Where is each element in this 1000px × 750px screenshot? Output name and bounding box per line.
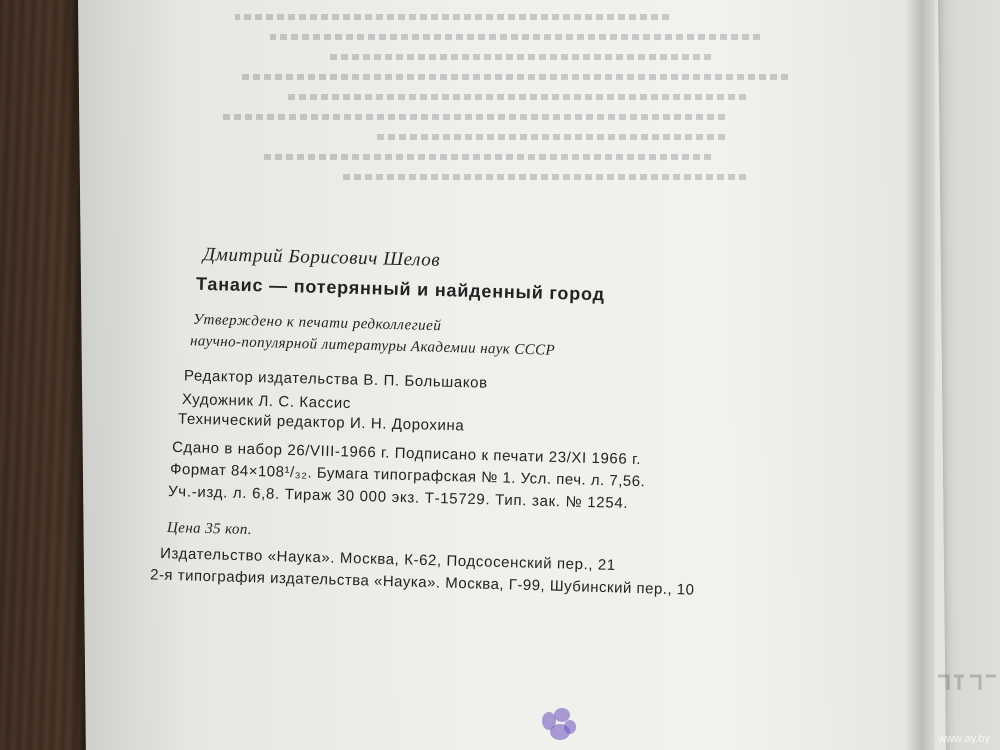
- book-title: Танаис — потерянный и найденный город: [195, 273, 606, 305]
- facing-page-marks: [930, 670, 1000, 696]
- imprint-line-3: Уч.-изд. л. 6,8. Тираж 30 000 экз. Т-15729. Тип. зак. № 1254.: [167, 482, 629, 513]
- price-line: Цена 35 коп.: [166, 520, 253, 538]
- editor-line: Редактор издательства В. П. Большаков: [183, 367, 488, 392]
- imprint-line-2: Формат 84×108¹/₃₂. Бумага типографская № 1. Усл. печ. л. 7,56.: [169, 460, 646, 491]
- publisher-line-2: 2-я типография издательства «Наука». Москва, Г-99, Шубинский пер., 10: [149, 566, 695, 599]
- author-name: Дмитрий Борисович Шелов: [202, 244, 441, 271]
- approval-line-1: Утверждено к печати редколлегией: [192, 311, 442, 335]
- imprint-line-1: Сдано в набор 26/VIII-1966 г. Подписано к печати 23/XI 1966 г.: [171, 438, 642, 469]
- publisher-line-1: Издательство «Наука». Москва, К-62, Подсосенский пер., 21: [159, 545, 616, 574]
- ink-stamp: [540, 706, 580, 746]
- watermark-text: www.ay.by: [938, 733, 990, 745]
- approval-line-2: научно-популярной литературы Академии наук СССР: [189, 333, 556, 359]
- tech-editor-line: Технический редактор И. Н. Дорохина: [177, 410, 465, 435]
- artist-line: Художник Л. С. Кассис: [181, 390, 352, 413]
